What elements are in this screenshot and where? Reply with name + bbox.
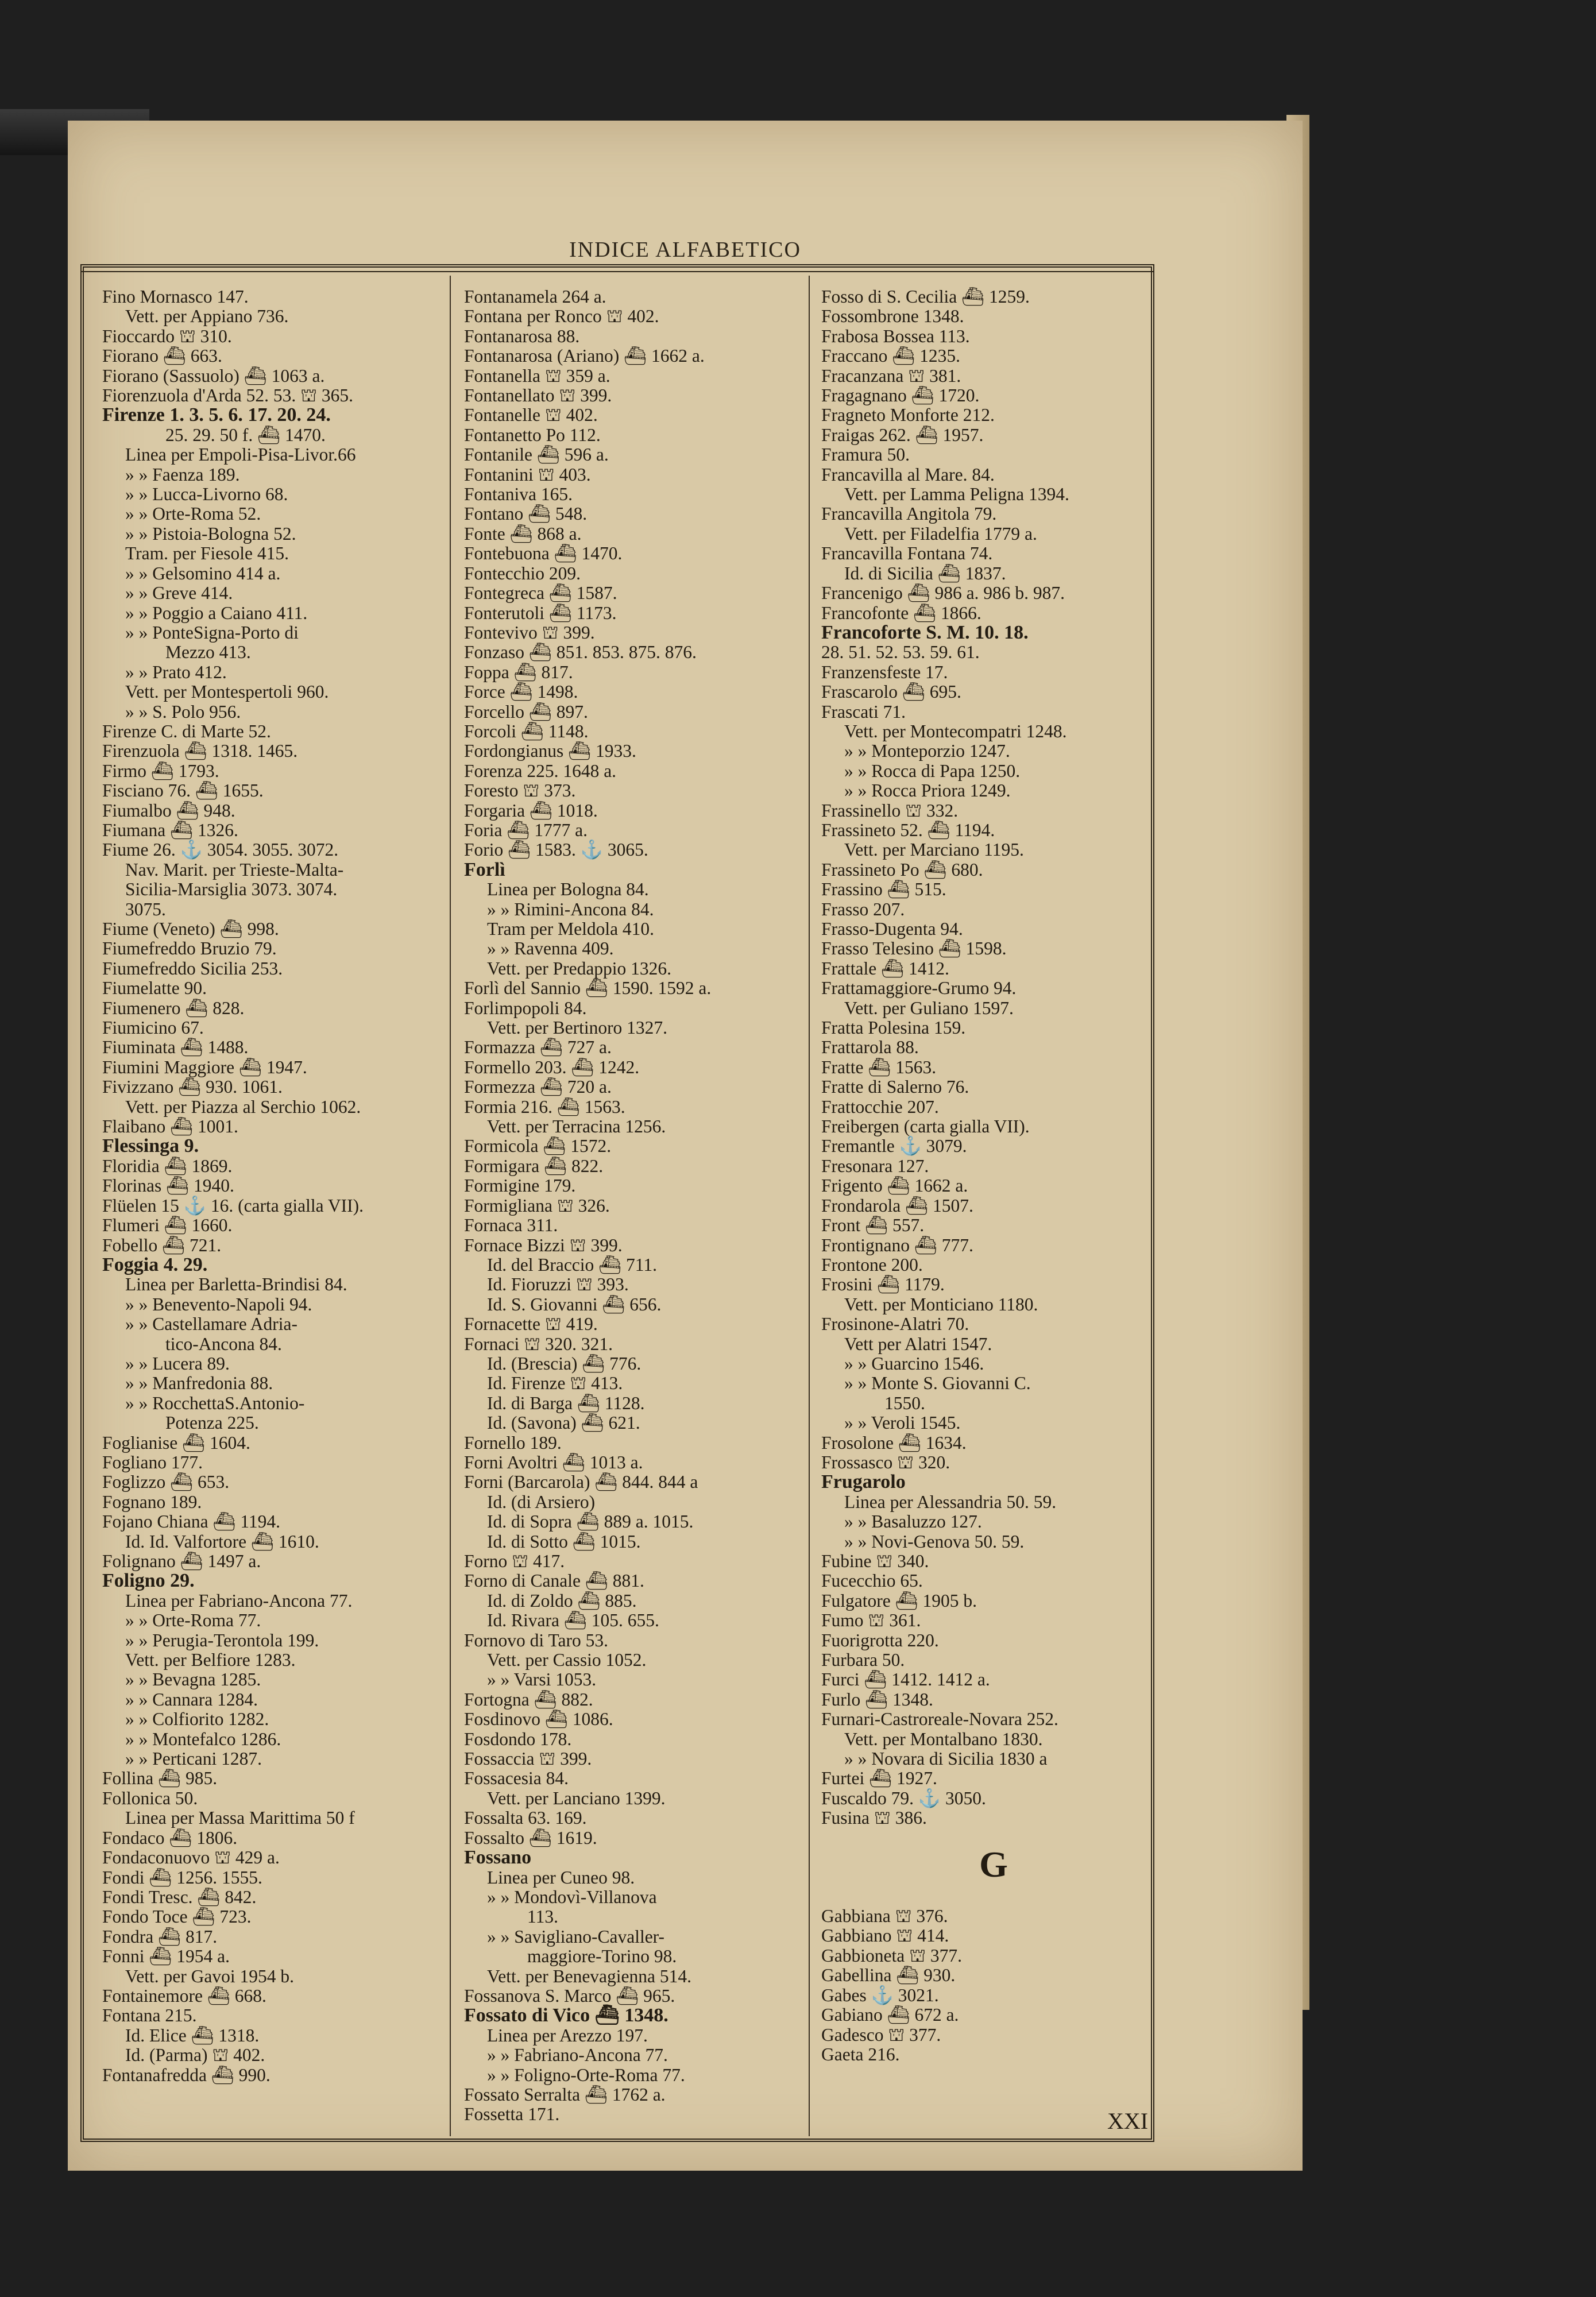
index-entry: Formello 203. ⛴ 1242. (464, 1057, 640, 1077)
index-entry: Fiorano ⛴ 663. (102, 346, 222, 366)
index-entry: Frassineto 52. ⛴ 1194. (821, 819, 995, 840)
index-entry: Frontignano ⛴ 777. (821, 1235, 973, 1255)
index-entry: Fonni ⛴ 1954 a. (102, 1946, 230, 1967)
index-entry: » » Rimini-Ancona 84. (487, 899, 654, 919)
index-entry: Fiume (Veneto) ⛴ 998. (102, 919, 279, 939)
index-entry: Vett. per Montespertoli 960. (125, 682, 329, 702)
index-entry: Fontana 215. (102, 2005, 197, 2026)
index-entry: Frasso-Dugenta 94. (821, 919, 963, 939)
index-entry: Linea per Arezzo 197. (487, 2025, 648, 2045)
index-entry: Fiumenero ⛴ 828. (102, 997, 245, 1018)
index-entry: Fontanellato ⛫ 399. (464, 385, 612, 406)
index-entry: Forenza 225. 1648 a. (464, 760, 617, 781)
index-entry: Forni Avoltri ⛴ 1013 a. (464, 1452, 643, 1472)
index-entry: Fonte ⛴ 868 a. (464, 523, 582, 544)
index-entry: Foggia 4. 29. (102, 1254, 208, 1275)
index-entry: » » Lucera 89. (125, 1353, 230, 1374)
index-column-3 (821, 287, 1166, 2125)
index-entry: Fordongianus ⛴ 1933. (464, 741, 636, 761)
index-entry: Mezzo 413. (165, 642, 251, 663)
index-entry: Fornello 189. (464, 1432, 562, 1453)
index-entry: Frigento ⛴ 1662 a. (821, 1175, 968, 1196)
index-entry: Nav. Marit. per Trieste-Malta- (125, 859, 344, 880)
index-entry: Vett. per Predappio 1326. (487, 958, 672, 979)
index-entry: Vett. per Cassio 1052. (487, 1650, 647, 1670)
index-entry: Francoforte S. M. 10. 18. (821, 621, 1029, 643)
index-entry: Linea per Cuneo 98. (487, 1867, 635, 1888)
index-entry: » » Veroli 1545. (844, 1413, 961, 1433)
index-entry: Forlimpopoli 84. (464, 997, 587, 1018)
index-entry: Fiume 26. ⚓ 3054. 3055. 3072. (102, 840, 339, 860)
index-entry: Foglizzo ⛴ 653. (102, 1472, 230, 1492)
index-entry: » » Perticani 1287. (125, 1749, 262, 1769)
index-entry: Florinas ⛴ 1940. (102, 1175, 234, 1196)
index-entry: Fiumini Maggiore ⛴ 1947. (102, 1057, 307, 1077)
index-entry: » » Varsi 1053. (487, 1669, 597, 1690)
index-entry: Vett. per Guliano 1597. (844, 997, 1014, 1018)
index-entry: Fontecchio 209. (464, 563, 581, 583)
index-entry: Vett. per Marciano 1195. (844, 840, 1024, 860)
index-entry: Frattamaggiore-Grumo 94. (821, 978, 1017, 999)
index-entry: Fornacette ⛫ 419. (464, 1314, 598, 1335)
index-entry: Gabbioneta ⛫ 377. (821, 1945, 963, 1966)
index-entry: Franzensfeste 17. (821, 662, 948, 682)
index-entry: Fumo ⛫ 361. (821, 1610, 921, 1631)
index-entry: Linea per Fabriano-Ancona 77. (125, 1590, 353, 1611)
index-entry: Id. (di Arsiero) (487, 1491, 596, 1512)
index-entry: Vett. per Piazza al Serchio 1062. (125, 1096, 361, 1117)
index-entry: Forno ⛫ 417. (464, 1551, 565, 1571)
index-entry: Vett. per Appiano 736. (125, 306, 289, 327)
index-entry: Fossato di Vico ⛴ 1348. (464, 2005, 668, 2027)
index-entry: Forni (Barcarola) ⛴ 844. 844 a (464, 1472, 698, 1492)
index-entry: Id. (Brescia) ⛴ 776. (487, 1353, 642, 1374)
index-entry: Fosdondo 178. (464, 1728, 572, 1749)
index-entry: Fogliano 177. (102, 1452, 203, 1472)
index-entry: Frattarola 88. (821, 1037, 919, 1058)
index-entry: Fivizzano ⛴ 930. 1061. (102, 1077, 283, 1097)
index-entry: Fosso di S. Cecilia ⛴ 1259. (821, 287, 1030, 307)
index-entry: » » Mondovì-Villanova (487, 1886, 657, 1907)
index-entry: Fontanarosa (Ariano) ⛴ 1662 a. (464, 346, 705, 366)
index-entry: Fisciano 76. ⛴ 1655. (102, 780, 264, 801)
index-entry: Id. Id. Valfortore ⛴ 1610. (125, 1531, 319, 1552)
index-entry: Front ⛴ 557. (821, 1215, 925, 1236)
index-entry: Frasso Telesino ⛴ 1598. (821, 938, 1007, 959)
index-entry: Fossombrone 1348. (821, 306, 964, 327)
index-entry: » » S. Polo 956. (125, 701, 241, 722)
index-entry: 113. (527, 1907, 558, 1927)
index-entry: Fossato Serralta ⛴ 1762 a. (464, 2084, 666, 2105)
index-entry: Foligno 29. (102, 1570, 195, 1592)
index-entry: Furbara 50. (821, 1650, 905, 1670)
index-entry: Frontone 200. (821, 1254, 923, 1275)
index-entry: Potenza 225. (165, 1413, 259, 1433)
index-entry: Frascarolo ⛴ 695. (821, 682, 961, 702)
index-entry: Fiuminata ⛴ 1488. (102, 1037, 249, 1058)
index-entry: Force ⛴ 1498. (464, 682, 578, 702)
index-entry: Id. di Sotto ⛴ 1015. (487, 1531, 641, 1552)
index-entry: Formigara ⛴ 822. (464, 1155, 604, 1176)
index-entry: Fontegreca ⛴ 1587. (464, 583, 617, 604)
index-entry: Sicilia-Marsiglia 3073. 3074. (125, 879, 338, 900)
index-entry: Id. Firenze ⛫ 413. (487, 1373, 623, 1394)
index-entry: Frabosa Bossea 113. (821, 326, 970, 346)
index-entry: Fontebuona ⛴ 1470. (464, 543, 623, 564)
index-entry: Fiumicino 67. (102, 1018, 204, 1038)
index-entry: Folignano ⛴ 1497 a. (102, 1551, 261, 1571)
index-entry: Linea per Barletta-Brindisi 84. (125, 1274, 347, 1295)
section-letter: G (979, 1843, 1008, 1885)
index-entry: Francavilla Angitola 79. (821, 504, 997, 524)
index-entry: » » Benevento-Napoli 94. (125, 1294, 312, 1314)
index-entry: Fraccano ⛴ 1235. (821, 346, 961, 366)
index-entry: Furci ⛴ 1412. 1412 a. (821, 1669, 990, 1690)
index-entry: Foppa ⛴ 817. (464, 662, 573, 682)
index-entry: Fonterutoli ⛴ 1173. (464, 602, 617, 623)
index-entry: Fondi ⛴ 1256. 1555. (102, 1867, 262, 1888)
index-entry: Fubine ⛫ 340. (821, 1551, 929, 1571)
index-entry: » » Cannara 1284. (125, 1689, 258, 1710)
index-entry: Vett. per Benevagienna 514. (487, 1966, 692, 1986)
index-entry: Furlo ⛴ 1348. (821, 1689, 933, 1710)
index-entry: Fremantle ⚓ 3079. (821, 1136, 967, 1157)
index-entry: Follonica 50. (102, 1788, 198, 1808)
index-entry: » » Prato 412. (125, 662, 227, 682)
index-entry: tico-Ancona 84. (165, 1333, 282, 1354)
index-entry: Frosini ⛴ 1179. (821, 1274, 945, 1295)
index-entry: Fognano 189. (102, 1491, 202, 1512)
index-entry: Francofonte ⛴ 1866. (821, 602, 981, 623)
index-entry: 28. 51. 52. 53. 59. 61. (821, 642, 980, 663)
index-entry: Forno di Canale ⛴ 881. (464, 1571, 644, 1591)
index-entry: Freibergen (carta gialla VII). (821, 1116, 1030, 1137)
index-entry: Francenigo ⛴ 986 a. 986 b. 987. (821, 583, 1065, 604)
index-entry: Frassino ⛴ 515. (821, 879, 946, 900)
index-entry: Fontanafredda ⛴ 990. (102, 2064, 270, 2085)
index-entry: Vett. per Monticiano 1180. (844, 1294, 1038, 1314)
index-entry: Fortogna ⛴ 882. (464, 1689, 593, 1710)
index-entry: Vett. per Bertinoro 1327. (487, 1018, 668, 1038)
index-entry: Foria ⛴ 1777 a. (464, 819, 588, 840)
index-entry: Id. S. Giovanni ⛴ 656. (487, 1294, 662, 1314)
index-entry: » » Orte-Roma 52. (125, 504, 261, 524)
running-head: INDICE ALFABETICO (569, 238, 801, 262)
index-entry (821, 1887, 1166, 1907)
index-entry: » » Castellamare Adria- (125, 1314, 298, 1335)
index-entry: Gabellina ⛴ 930. (821, 1965, 956, 1986)
index-entry: Id. Elice ⛴ 1318. (125, 2025, 260, 2045)
index-entry: Framura 50. (821, 444, 910, 465)
index-entry: » » Pistoia-Bologna 52. (125, 523, 296, 544)
index-entry: 25. 29. 50 f. ⛴ 1470. (165, 424, 326, 445)
index-entry: Formazza ⛴ 727 a. (464, 1037, 612, 1058)
index-entry: » » Guarcino 1546. (844, 1353, 984, 1374)
index-entry: Fontanile ⛴ 596 a. (464, 444, 609, 465)
index-entry: Vett per Alatri 1547. (844, 1333, 992, 1354)
index-entry: Vett. per Lamma Peligna 1394. (844, 484, 1069, 505)
index-entry: Id. di Sicilia ⛴ 1837. (844, 563, 1006, 583)
index-entry: Firenzuola ⛴ 1318. 1465. (102, 741, 298, 761)
index-entry: Fontanarosa 88. (464, 326, 580, 346)
index-entry: » » Colfiorito 1282. (125, 1709, 269, 1730)
index-entry: Forlì (464, 859, 505, 880)
index-entry: Fontevivo ⛫ 399. (464, 622, 595, 643)
index-entry: Fiorenzuola d'Arda 52. 53. ⛫ 365. (102, 385, 354, 406)
index-entry: Follina ⛴ 985. (102, 1768, 218, 1789)
index-entry: » » Bevagna 1285. (125, 1669, 261, 1690)
index-entry: Fontana per Ronco ⛫ 402. (464, 306, 659, 327)
index-entry: » » Savigliano-Cavaller- (487, 1926, 665, 1947)
index-entry: Fraigas 262. ⛴ 1957. (821, 424, 984, 445)
index-entry: Fosdinovo ⛴ 1086. (464, 1709, 613, 1730)
index-entry: Formigine 179. (464, 1175, 576, 1196)
index-entry: » » Monteporzio 1247. (844, 741, 1010, 761)
index-entry: Gabbiana ⛫ 376. (821, 1906, 948, 1927)
index-entry: » » Monte S. Giovanni C. (844, 1373, 1031, 1394)
column-divider (809, 276, 810, 2136)
index-entry: Fiumefreddo Bruzio 79. (102, 938, 277, 959)
index-entry: Linea per Empoli-Pisa-Livor.66 (125, 444, 356, 465)
index-entry: » » Fabriano-Ancona 77. (487, 2045, 668, 2066)
index-column-1 (102, 287, 447, 2125)
index-entry: Fontanini ⛫ 403. (464, 464, 591, 485)
index-entry: Fojano Chiana ⛴ 1194. (102, 1511, 281, 1532)
index-entry: Frascati 71. (821, 701, 906, 722)
index-entry: Fossano (464, 1847, 532, 1869)
index-entry: Vett. per Montecompatri 1248. (844, 721, 1067, 741)
index-entry: Frondarola ⛴ 1507. (821, 1195, 973, 1216)
index-entry: Fossalto ⛴ 1619. (464, 1827, 597, 1848)
index-entry: Id. (Parma) ⛫ 402. (125, 2045, 265, 2066)
index-entry: Id. di Zoldo ⛴ 885. (487, 1590, 637, 1611)
page-folio: XXI (1107, 2108, 1149, 2134)
index-entry: Vett. per Lanciano 1399. (487, 1788, 666, 1808)
index-entry: » » RocchettaS.Antonio- (125, 1393, 305, 1413)
index-entry: Fornaca 311. (464, 1215, 558, 1236)
index-entry: Fragagnano ⛴ 1720. (821, 385, 980, 406)
index-entry: Id. di Barga ⛴ 1128. (487, 1393, 645, 1413)
index-entry: Id. Fioruzzi ⛫ 393. (487, 1274, 629, 1295)
index-entry: Frugarolo (821, 1471, 906, 1493)
index-entry: Id. del Braccio ⛴ 711. (487, 1254, 657, 1275)
index-entry: Floridia ⛴ 1869. (102, 1155, 233, 1176)
index-entry: Fragneto Monforte 212. (821, 405, 995, 426)
index-entry: Fondaco ⛴ 1806. (102, 1827, 238, 1848)
index-entry: Foresto ⛫ 373. (464, 780, 576, 801)
index-entry: Fratte di Salerno 76. (821, 1077, 969, 1097)
index-entry: Fiorano (Sassuolo) ⛴ 1063 a. (102, 365, 325, 386)
index-entry: Fontanetto Po 112. (464, 424, 601, 445)
index-entry: Id. di Sopra ⛴ 889 a. 1015. (487, 1511, 694, 1532)
index-entry: 3075. (125, 899, 166, 919)
index-entry: Forcoli ⛴ 1148. (464, 721, 589, 741)
index-entry: 1550. (884, 1393, 925, 1413)
index-entry: Formia 216. ⛴ 1563. (464, 1096, 625, 1117)
index-entry: Gabes ⚓ 3021. (821, 1985, 939, 2005)
index-entry: Vett. per Belfiore 1283. (125, 1650, 296, 1670)
index-entry: Fino Mornasco 147. (102, 287, 249, 307)
index-entry: Fucecchio 65. (821, 1571, 923, 1591)
index-entry: » » Poggio a Caiano 411. (125, 602, 308, 623)
index-entry: Fossalta 63. 169. (464, 1808, 587, 1828)
index-entry: » » Basaluzzo 127. (844, 1511, 982, 1532)
index-entry: Fuscaldo 79. ⚓ 3050. (821, 1788, 986, 1808)
index-entry: Forcello ⛴ 897. (464, 701, 588, 722)
frame-top-rule (80, 271, 1154, 272)
index-entry: Fornaci ⛫ 320. 321. (464, 1333, 613, 1354)
index-entry: Flessinga 9. (102, 1135, 199, 1157)
index-entry: Id. Rivara ⛴ 105. 655. (487, 1610, 659, 1631)
index-entry: Fuorigrotta 220. (821, 1630, 939, 1650)
index-entry: » » PonteSigna-Porto di (125, 622, 299, 643)
index-entry: » » Rocca Priora 1249. (844, 780, 1011, 801)
index-entry: Francavilla al Mare. 84. (821, 464, 995, 485)
index-entry: » » Novi-Genova 50. 59. (844, 1531, 1025, 1552)
index-entry: Frattocchie 207. (821, 1096, 939, 1117)
index-entry: Forlì del Sannio ⛴ 1590. 1592 a. (464, 978, 712, 999)
index-entry: Frassinello ⛫ 332. (821, 800, 959, 821)
index-entry: Fulgatore ⛴ 1905 b. (821, 1590, 977, 1611)
index-entry: » » Foligno-Orte-Roma 77. (487, 2064, 685, 2085)
index-entry: Fobello ⛴ 721. (102, 1235, 222, 1255)
index-entry: Fontanamela 264 a. (464, 287, 606, 307)
index-entry: Formicola ⛴ 1572. (464, 1136, 612, 1157)
index-entry: Vett. per Terracina 1256. (487, 1116, 666, 1137)
index-entry: » » Faenza 189. (125, 464, 240, 485)
index-entry: Frassineto Po ⛴ 680. (821, 859, 983, 880)
index-entry: Tram. per Fiesole 415. (125, 543, 289, 564)
index-entry: Frosolone ⛴ 1634. (821, 1432, 967, 1453)
index-entry: Gabiano ⛴ 672 a. (821, 2005, 959, 2025)
index-entry: Linea per Bologna 84. (487, 879, 649, 900)
index-entry: Frossasco ⛫ 320. (821, 1452, 950, 1472)
index-entry: Gabbiano ⛫ 414. (821, 1925, 949, 1946)
index-entry: » » Perugia-Terontola 199. (125, 1630, 319, 1650)
index-entry: Frattale ⛴ 1412. (821, 958, 949, 979)
index-entry: Fiumefreddo Sicilia 253. (102, 958, 283, 979)
index-entry: Fratte ⛴ 1563. (821, 1057, 937, 1077)
index-entry: Flaibano ⛴ 1001. (102, 1116, 238, 1137)
index-entry: Francavilla Fontana 74. (821, 543, 993, 564)
index-entry: Fiumana ⛴ 1326. (102, 819, 238, 840)
index-entry: Fontanella ⛫ 359 a. (464, 365, 610, 386)
index-entry: Fondo Toce ⛴ 723. (102, 1907, 252, 1927)
index-entry: Firenze 1. 3. 5. 6. 17. 20. 24. (102, 404, 331, 426)
index-entry: Fondi Tresc. ⛴ 842. (102, 1886, 257, 1907)
index-entry: Fossetta 171. (464, 2104, 560, 2125)
index-entry: Vett. per Filadelfia 1779 a. (844, 523, 1037, 544)
index-entry: Firenze C. di Marte 52. (102, 721, 271, 741)
index-entry: Furtei ⛴ 1927. (821, 1768, 937, 1789)
index-entry: Formezza ⛴ 720 a. (464, 1077, 612, 1097)
index-entry: » » Gelsomino 414 a. (125, 563, 281, 583)
index-entry: Fiumelatte 90. (102, 978, 207, 999)
book-page (68, 121, 1303, 2171)
index-entry: Fontaniva 165. (464, 484, 573, 505)
index-entry: » » Ravenna 409. (487, 938, 614, 959)
index-entry: Linea per Alessandria 50. 59. (844, 1491, 1057, 1512)
index-entry: Tram per Meldola 410. (487, 919, 655, 939)
index-entry: Foglianise ⛴ 1604. (102, 1432, 250, 1453)
index-entry: Fornovo di Taro 53. (464, 1630, 608, 1650)
index-entry: Gaeta 216. (821, 2044, 900, 2064)
index-entry: Fossaccia ⛫ 399. (464, 1749, 592, 1769)
column-divider (450, 276, 451, 2136)
index-entry: Fondra ⛴ 817. (102, 1926, 218, 1947)
index-entry: Fontanelle ⛫ 402. (464, 405, 598, 426)
index-entry: Vett. per Montalbano 1830. (844, 1728, 1043, 1749)
index-entry: Flumeri ⛴ 1660. (102, 1215, 233, 1236)
index-entry: Fracanzana ⛫ 381. (821, 365, 961, 386)
index-entry: » » Orte-Roma 77. (125, 1610, 261, 1631)
index-entry: » » Montefalco 1286. (125, 1728, 281, 1749)
index-entry: Furnari-Castroreale-Novara 252. (821, 1709, 1058, 1730)
index-entry: » » Lucca-Livorno 68. (125, 484, 288, 505)
index-entry: Forio ⛴ 1583. ⚓ 3065. (464, 840, 648, 860)
index-entry: Fontano ⛴ 548. (464, 504, 588, 524)
index-entry: » » Novara di Sicilia 1830 a (844, 1749, 1048, 1769)
index-column-2 (464, 287, 809, 2125)
index-entry: Fondaconuovo ⛫ 429 a. (102, 1847, 280, 1868)
index-entry: Gadesco ⛫ 377. (821, 2024, 941, 2045)
index-entry: » » Manfredonia 88. (125, 1373, 273, 1394)
index-entry: maggiore-Torino 98. (527, 1946, 677, 1967)
index-entry: Fusina ⛫ 386. (821, 1808, 927, 1828)
index-entry: Fratta Polesina 159. (821, 1018, 966, 1038)
index-entry: Fiumalbo ⛴ 948. (102, 800, 235, 821)
index-entry: » » Greve 414. (125, 583, 233, 604)
index-entry: Fornace Bizzi ⛫ 399. (464, 1235, 623, 1255)
index-entry: Fontainemore ⛴ 668. (102, 1985, 266, 2006)
index-entry: Fossanova S. Marco ⛴ 965. (464, 1985, 675, 2006)
index-entry: Firmo ⛴ 1793. (102, 760, 219, 781)
index-entry: Frasso 207. (821, 899, 905, 919)
index-entry: Id. (Savona) ⛴ 621. (487, 1413, 640, 1433)
index-entry: Forgaria ⛴ 1018. (464, 800, 598, 821)
index-entry: Frosinone-Alatri 70. (821, 1314, 969, 1335)
index-entry: Vett. per Gavoi 1954 b. (125, 1966, 294, 1986)
index-entry: Flüelen 15 ⚓ 16. (carta gialla VII). (102, 1195, 364, 1216)
index-entry: Linea per Massa Marittima 50 f (125, 1808, 355, 1828)
index-entry: Formigliana ⛫ 326. (464, 1195, 610, 1216)
index-entry: Fioccardo ⛫ 310. (102, 326, 232, 346)
index-entry: Fonzaso ⛴ 851. 853. 875. 876. (464, 642, 697, 663)
index-entry: » » Rocca di Papa 1250. (844, 760, 1021, 781)
index-entry: Fresonara 127. (821, 1155, 929, 1176)
index-entry: Fossacesia 84. (464, 1768, 569, 1789)
